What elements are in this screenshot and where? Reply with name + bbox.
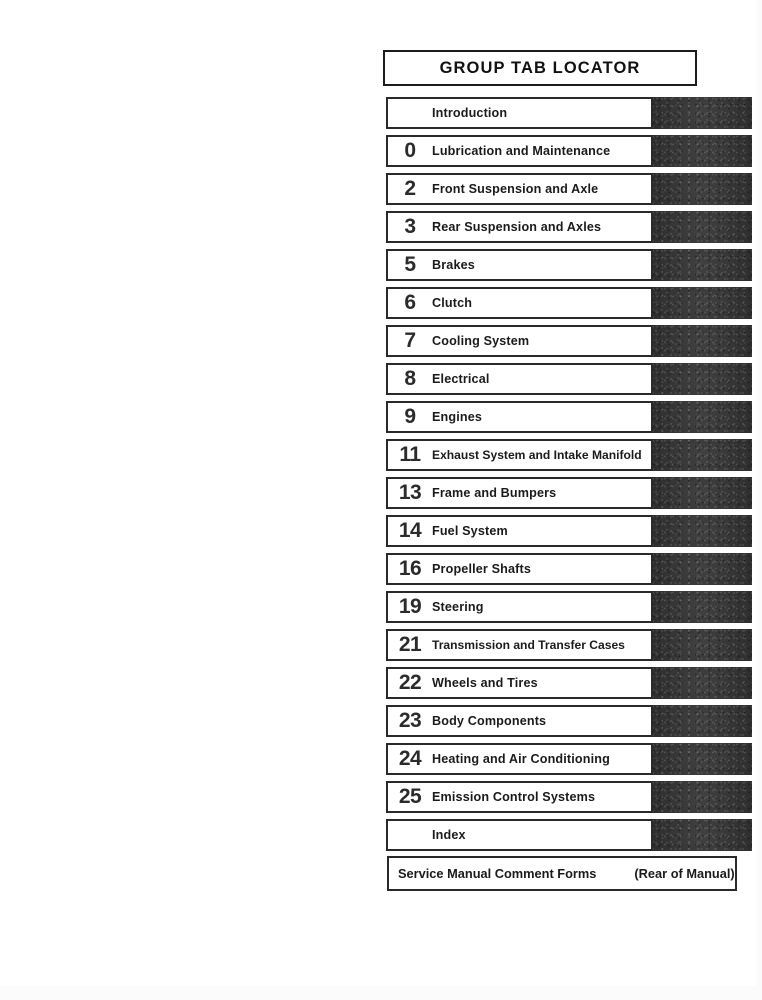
tab-group-number: 24 [398, 747, 422, 770]
tab-row-box[interactable] [386, 819, 653, 851]
tab-thumb-index-mark [652, 705, 752, 737]
tab-thumb-index-mark [652, 211, 752, 243]
tab-row-box[interactable] [386, 705, 653, 737]
tab-row[interactable] [0, 819, 762, 851]
tab-group-label: Heating and Air Conditioning [432, 752, 610, 766]
tab-thumb-index-mark [652, 249, 752, 281]
tab-row[interactable] [0, 667, 762, 699]
tab-group-label: Engines [432, 410, 483, 424]
tab-row[interactable] [0, 173, 762, 205]
group-tab-locator-header [383, 50, 697, 86]
tab-group-label: Front Suspension and Axle [432, 182, 599, 196]
tab-group-label: Lubrication and Maintenance [432, 144, 611, 158]
tab-row[interactable] [0, 477, 762, 509]
tab-group-label: Frame and Bumpers [432, 486, 557, 500]
tab-group-number: 21 [398, 633, 422, 656]
comment-forms-label: Service Manual Comment Forms [398, 866, 597, 881]
tab-thumb-index-mark [652, 743, 752, 775]
tab-row-box[interactable] [386, 515, 653, 547]
tab-thumb-index-mark [652, 135, 752, 167]
tab-row-box[interactable] [386, 401, 653, 433]
tab-group-number: 16 [398, 557, 422, 580]
tab-group-number: 9 [404, 405, 416, 428]
tab-thumb-index-mark [652, 97, 752, 129]
tab-group-number: 14 [398, 519, 422, 542]
tab-row[interactable] [0, 439, 762, 471]
tab-row-box[interactable] [386, 287, 653, 319]
tab-group-label: Exhaust System and Intake Manifold [432, 448, 642, 462]
tab-row-box[interactable] [386, 743, 653, 775]
tab-thumb-index-mark [652, 439, 752, 471]
tab-row-box[interactable] [386, 553, 653, 585]
tab-thumb-index-mark [652, 325, 752, 357]
tab-group-number: 3 [404, 215, 416, 238]
tab-group-label: Cooling System [432, 334, 530, 348]
tab-row[interactable] [0, 211, 762, 243]
tab-thumb-index-mark [652, 401, 752, 433]
rear-of-manual-label: (Rear of Manual) [634, 866, 735, 881]
tab-row-box[interactable] [386, 97, 653, 129]
tab-thumb-index-mark [652, 629, 752, 661]
tab-row[interactable] [0, 515, 762, 547]
tab-thumb-index-mark [652, 667, 752, 699]
tab-group-label: Introduction [432, 106, 508, 120]
tab-group-number: 11 [399, 443, 421, 466]
tab-group-label: Steering [432, 600, 484, 614]
tab-thumb-index-mark [652, 173, 752, 205]
tab-row[interactable] [0, 743, 762, 775]
tab-group-number: 13 [398, 481, 422, 504]
tab-row-box[interactable] [386, 477, 653, 509]
tab-thumb-index-mark [652, 477, 752, 509]
tab-group-number: 19 [398, 595, 422, 618]
tab-thumb-index-mark [652, 819, 752, 851]
tab-thumb-index-mark [652, 781, 752, 813]
tab-row[interactable] [0, 97, 762, 129]
tab-group-number: 6 [404, 291, 416, 314]
tab-row-box[interactable] [386, 325, 653, 357]
tab-row-box[interactable] [386, 135, 653, 167]
tab-group-number: 23 [398, 709, 422, 732]
tab-row-box[interactable] [386, 211, 653, 243]
tab-row[interactable] [0, 325, 762, 357]
tab-row[interactable] [0, 249, 762, 281]
tab-row-box[interactable] [386, 363, 653, 395]
tab-group-label: Brakes [432, 258, 475, 272]
tab-group-label: Clutch [432, 296, 473, 310]
tab-thumb-index-mark [652, 515, 752, 547]
tab-row[interactable] [0, 401, 762, 433]
tab-group-number: 0 [404, 139, 416, 162]
tab-group-number: 25 [398, 785, 422, 808]
tab-row-box[interactable] [386, 173, 653, 205]
tab-row[interactable] [0, 287, 762, 319]
tab-thumb-index-mark [652, 591, 752, 623]
tab-row[interactable] [0, 553, 762, 585]
tab-row[interactable] [0, 705, 762, 737]
tab-row[interactable] [0, 591, 762, 623]
tab-group-label: Transmission and Transfer Cases [432, 638, 625, 652]
tab-group-label: Index [432, 828, 466, 842]
tab-group-label: Electrical [432, 372, 490, 386]
tab-group-number: 8 [404, 367, 416, 390]
tab-group-label: Body Components [432, 714, 547, 728]
tab-locator-list [0, 97, 762, 857]
tab-group-number: 22 [398, 671, 422, 694]
page-title: GROUP TAB LOCATOR [439, 58, 641, 77]
tab-row-box[interactable] [386, 439, 653, 471]
tab-thumb-index-mark [652, 287, 752, 319]
tab-row[interactable] [0, 135, 762, 167]
tab-group-number: 5 [404, 253, 416, 276]
tab-group-label: Rear Suspension and Axles [432, 220, 602, 234]
tab-row-box[interactable] [386, 667, 653, 699]
tab-group-number: 7 [404, 329, 416, 352]
service-manual-comment-forms-row [387, 856, 737, 891]
tab-group-label: Emission Control Systems [432, 790, 596, 804]
tab-group-number: 2 [404, 177, 416, 200]
tab-group-label: Fuel System [432, 524, 508, 538]
tab-row-box[interactable] [386, 781, 653, 813]
tab-row[interactable] [0, 629, 762, 661]
tab-thumb-index-mark [652, 553, 752, 585]
tab-row-box[interactable] [386, 249, 653, 281]
tab-group-label: Wheels and Tires [432, 676, 538, 690]
tab-row-box[interactable] [386, 629, 653, 661]
tab-group-label: Propeller Shafts [432, 562, 531, 576]
tab-row[interactable] [0, 363, 762, 395]
page-edge-bottom [0, 986, 762, 1000]
tab-row[interactable] [0, 781, 762, 813]
tab-row-box[interactable] [386, 591, 653, 623]
tab-thumb-index-mark [652, 363, 752, 395]
